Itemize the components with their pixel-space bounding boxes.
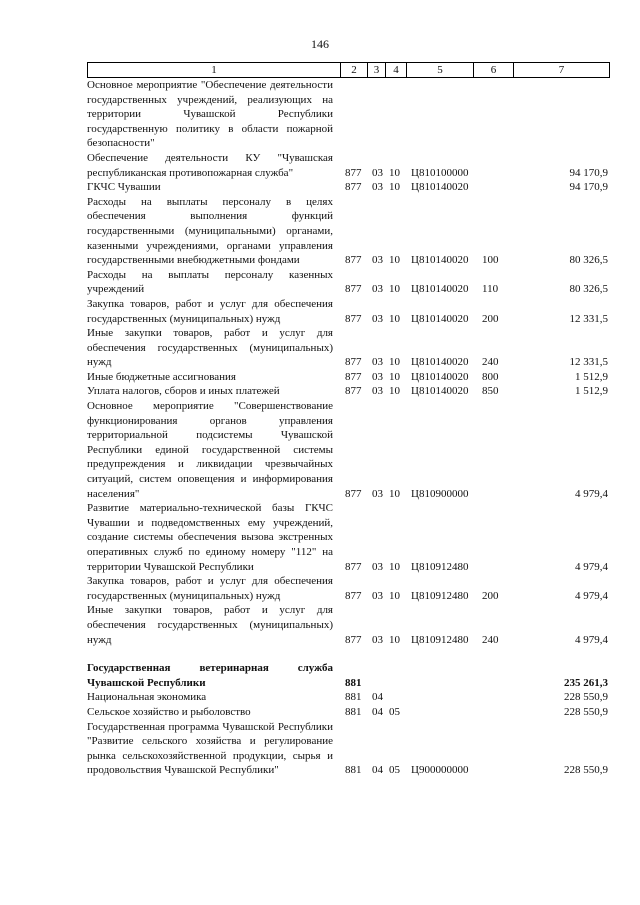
- row-admin-code: 877: [345, 312, 362, 325]
- row-subsection-code: 10: [389, 560, 400, 573]
- row-section-code: 03: [372, 385, 383, 398]
- table-row: [87, 195, 610, 268]
- budget-table: [87, 62, 610, 778]
- row-name: Расходы на выплаты персоналу казенных учреждений: [87, 268, 333, 296]
- row-name: Иные закупки товаров, работ и услуг для обеспечения государственных (муниципальных) нужд: [87, 604, 333, 646]
- table-row: [87, 326, 610, 370]
- table-row: [87, 180, 610, 195]
- table-row: [87, 399, 610, 501]
- row-subsection-code: 10: [389, 312, 400, 325]
- row-name: Развитие материально-технической базы ГКЧС Чувашии и подведомственных ему учреждений, создание системы обеспечения вызова экстренных оперативных служб по единому номеру "112" на территории Чувашской Республики: [87, 502, 333, 573]
- row-admin-code: 877: [345, 487, 362, 500]
- row-expense-type: 110: [482, 283, 499, 296]
- table-row: [87, 603, 610, 647]
- table-row: [87, 384, 610, 399]
- row-admin-code: 877: [345, 385, 362, 398]
- row-subsection-code: 10: [389, 181, 400, 194]
- row-amount: 235 261,3: [564, 676, 608, 689]
- row-admin-code: 877: [345, 356, 362, 369]
- row-section-code: 03: [372, 589, 383, 602]
- row-amount: 12 331,5: [569, 312, 608, 325]
- row-subsection-code: 10: [389, 370, 400, 383]
- row-name: Иные закупки товаров, работ и услуг для обеспечения государственных (муниципальных) нужд: [87, 327, 333, 369]
- row-admin-code: 877: [345, 370, 362, 383]
- row-name: Расходы на выплаты персоналу в целях обеспечения выполнения функций государственными (муниципальными) органами, казенными учреждениями, органами управления государственными внебюджетными фондами: [87, 195, 333, 267]
- row-amount: 80 326,5: [569, 283, 608, 296]
- table-row: [87, 268, 610, 297]
- row-name: Обеспечение деятельности КУ "Чувашская республиканская противопожарная служба": [87, 151, 333, 179]
- row-amount: 12 331,5: [569, 356, 608, 369]
- table-row: [87, 690, 610, 705]
- row-subsection-code: 10: [389, 356, 400, 369]
- row-amount: 4 979,4: [575, 633, 608, 646]
- header-col-3: 3: [368, 62, 386, 78]
- page-number: 146: [311, 37, 329, 51]
- table-row: [87, 78, 610, 151]
- row-target-article: Ц810140020: [411, 312, 469, 325]
- row-name: Сельское хозяйство и рыболовство: [87, 705, 251, 718]
- row-target-article: Ц810140020: [411, 283, 469, 296]
- row-expense-type: 100: [482, 254, 499, 267]
- row-target-article: Ц810912480: [411, 589, 469, 602]
- table-row: [87, 720, 610, 778]
- row-section-code: 03: [372, 560, 383, 573]
- row-amount: 228 550,9: [564, 691, 608, 704]
- row-amount: 4 979,4: [575, 560, 608, 573]
- row-name: Основное мероприятие "Обеспечение деятельности государственных учреждений, реализующих на территории Чувашской Республики государственную политику в области пожарной безопасности": [87, 79, 333, 150]
- header-col-2: 2: [341, 62, 368, 78]
- row-subsection-code: 10: [389, 487, 400, 500]
- row-section-code: 03: [372, 312, 383, 325]
- row-section-code: 03: [372, 181, 383, 194]
- row-amount: 94 170,9: [569, 166, 608, 179]
- row-section-code: 03: [372, 254, 383, 267]
- table-row: [87, 370, 610, 385]
- row-spacer: [87, 647, 610, 661]
- row-admin-code: 877: [345, 560, 362, 573]
- row-name: ГКЧС Чувашии: [87, 181, 161, 194]
- row-section-code: 03: [372, 283, 383, 296]
- row-section-code: 03: [372, 356, 383, 369]
- row-admin-code: 877: [345, 283, 362, 296]
- row-expense-type: 200: [482, 589, 499, 602]
- row-admin-code: 877: [345, 181, 362, 194]
- table-row: [87, 705, 610, 720]
- row-target-article: Ц810140020: [411, 356, 469, 369]
- row-admin-code: 877: [345, 589, 362, 602]
- row-section-code: 04: [372, 691, 383, 704]
- table-row: [87, 297, 610, 326]
- row-section-code: 04: [372, 705, 383, 718]
- row-amount: 4 979,4: [575, 589, 608, 602]
- row-admin-code: 881: [345, 764, 362, 777]
- row-admin-code: 877: [345, 254, 362, 267]
- row-expense-type: 240: [482, 356, 499, 369]
- row-target-article: Ц810100000: [411, 166, 469, 179]
- row-expense-type: 200: [482, 312, 499, 325]
- row-expense-type: 850: [482, 385, 499, 398]
- row-name: Закупка товаров, работ и услуг для обеспечения государственных (муниципальных) нужд: [87, 575, 333, 602]
- row-subsection-code: 10: [389, 589, 400, 602]
- row-amount: 80 326,5: [569, 254, 608, 267]
- row-target-article: Ц810912480: [411, 560, 469, 573]
- row-admin-code: 877: [345, 633, 362, 646]
- header-col-5: 5: [407, 62, 474, 78]
- row-subsection-code: 10: [389, 166, 400, 179]
- row-section-code: 04: [372, 764, 383, 777]
- row-subsection-code: 10: [389, 283, 400, 296]
- header-col-1: 1: [87, 62, 341, 78]
- row-subsection-code: 05: [389, 705, 400, 718]
- table-header: [87, 62, 610, 78]
- row-target-article: Ц810140020: [411, 254, 469, 267]
- row-section-code: 03: [372, 166, 383, 179]
- row-admin-code: 881: [345, 705, 362, 718]
- table-body: [87, 78, 610, 778]
- row-name: Государственная программа Чувашской Республики "Развитие сельского хозяйства и регулирование рынка сельскохозяйственной продукции, сырья и продовольствия Чувашской Республики": [87, 720, 333, 777]
- row-amount: 1 512,9: [575, 385, 608, 398]
- row-name: Основное мероприятие "Совершенствование функционирования органов управления территориальной подсистемы Чувашской Республики единой государственной системы предупреждения и ликвидации чрезвычайных ситуаций, систем оповещения и информирования населения": [87, 400, 333, 500]
- row-section-code: 03: [372, 370, 383, 383]
- row-name: Национальная экономика: [87, 691, 207, 704]
- row-admin-code: 881: [345, 691, 362, 704]
- header-col-7: 7: [514, 62, 610, 78]
- row-amount: 228 550,9: [564, 705, 608, 718]
- row-name: Закупка товаров, работ и услуг для обеспечения государственных (муниципальных) нужд: [87, 297, 333, 325]
- row-name: Иные бюджетные ассигнования: [87, 370, 236, 383]
- table-row: [87, 661, 610, 690]
- table-row: [87, 501, 610, 574]
- row-subsection-code: 10: [389, 254, 400, 267]
- table-row: [87, 574, 610, 603]
- row-target-article: Ц810900000: [411, 487, 469, 500]
- row-name: Государственная ветеринарная служба Чувашской Республики: [87, 662, 333, 689]
- row-target-article: Ц900000000: [411, 764, 469, 777]
- row-section-code: 03: [372, 487, 383, 500]
- table-row: [87, 151, 610, 180]
- row-expense-type: 240: [482, 633, 499, 646]
- row-section-code: 03: [372, 633, 383, 646]
- row-amount: 94 170,9: [569, 181, 608, 194]
- row-amount: 1 512,9: [575, 370, 608, 383]
- row-admin-code: 881: [345, 676, 362, 689]
- row-target-article: Ц810140020: [411, 385, 469, 398]
- row-subsection-code: 10: [389, 633, 400, 646]
- row-target-article: Ц810140020: [411, 181, 469, 194]
- row-admin-code: 877: [345, 166, 362, 179]
- header-col-4: 4: [386, 62, 407, 78]
- row-expense-type: 800: [482, 370, 499, 383]
- row-subsection-code: 05: [389, 764, 400, 777]
- row-target-article: Ц810140020: [411, 370, 469, 383]
- row-name: Уплата налогов, сборов и иных платежей: [87, 385, 280, 398]
- header-col-6: 6: [474, 62, 514, 78]
- row-subsection-code: 10: [389, 385, 400, 398]
- row-target-article: Ц810912480: [411, 633, 469, 646]
- row-amount: 228 550,9: [564, 764, 608, 777]
- row-amount: 4 979,4: [575, 487, 608, 500]
